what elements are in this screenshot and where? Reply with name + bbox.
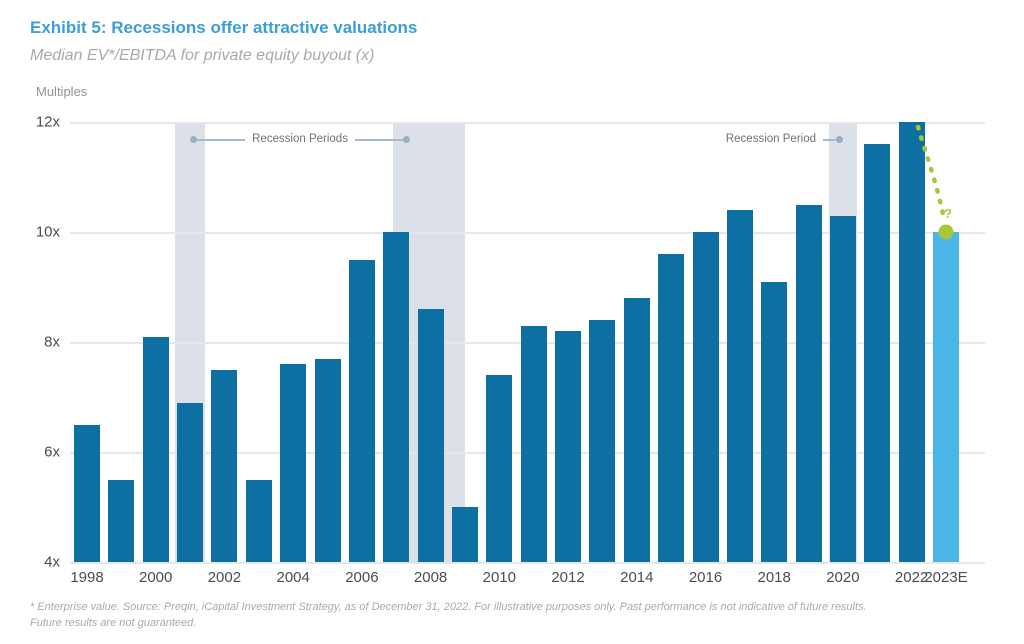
bar-2005 — [315, 359, 341, 563]
y-tick-label: 12x — [35, 113, 60, 131]
callout-dot-icon — [403, 136, 410, 143]
bar-2023E — [933, 232, 959, 562]
x-tick-label-2018: 2018 — [757, 569, 791, 586]
x-tick-label-1998: 1998 — [70, 569, 104, 586]
chart-subtitle: Median EV*/EBITDA for private equity buyout (x) — [30, 47, 375, 64]
bar-2010 — [486, 375, 512, 562]
x-tick-label-2020: 2020 — [826, 569, 860, 586]
gridline-12x — [70, 122, 985, 124]
y-tick-label: 6x — [44, 443, 60, 461]
x-tick-label-2002: 2002 — [207, 569, 242, 586]
x-tick-label-2006: 2006 — [345, 569, 379, 586]
x-tick-label-2022: 2022 — [894, 569, 929, 586]
projection-question-mark: ? — [944, 206, 952, 221]
y-axis-units-label: Multiples — [36, 84, 88, 99]
callout-dot-icon — [836, 136, 843, 143]
callout-line — [823, 139, 836, 141]
bar-2002 — [211, 370, 237, 563]
bar-2018 — [761, 282, 787, 563]
bar-2019 — [796, 205, 822, 563]
bar-2014 — [624, 298, 650, 562]
y-tick-label: 10x — [35, 223, 60, 241]
bar-2008 — [418, 309, 444, 562]
recession-period-label: Recession Period — [725, 133, 816, 145]
bar-2022 — [899, 122, 925, 562]
x-tick-label-2014: 2014 — [620, 569, 654, 586]
bar-2001 — [177, 403, 203, 563]
bar-1999 — [108, 480, 134, 563]
bar-2020 — [830, 216, 856, 563]
x-tick-label-2000: 2000 — [139, 569, 173, 586]
bar-2013 — [589, 320, 615, 562]
plot-area — [35, 113, 985, 586]
bar-2017 — [727, 210, 753, 562]
bar-2016 — [693, 232, 719, 562]
bar-2004 — [280, 364, 306, 562]
footnote-line-1: * Enterprise value. Source: Preqin, iCapital Investment Strategy, as of December 31, 2022. For illustrative purposes only. Past performance is not indicative of future results. — [30, 601, 867, 613]
footnote-line-2: Future results are not guaranteed. — [30, 616, 197, 629]
y-tick-label: 8x — [44, 333, 60, 351]
bar-2011 — [521, 326, 547, 563]
footnote — [30, 600, 1008, 632]
bar-2000 — [143, 337, 169, 563]
bar-1998 — [74, 425, 100, 563]
x-tick-label-2016: 2016 — [688, 569, 723, 586]
x-tick-label-2012: 2012 — [551, 569, 585, 586]
x-tick-label-2010: 2010 — [482, 569, 516, 586]
bar-2009 — [452, 507, 478, 562]
bar-2015 — [658, 254, 684, 562]
callout-line — [197, 139, 245, 141]
bar-2006 — [349, 260, 375, 563]
recession-period-callout — [703, 133, 843, 147]
gridline-4x — [70, 562, 985, 564]
callout-dot-icon — [190, 136, 197, 143]
page-title: Exhibit 5: Recessions offer attractive valuations — [30, 18, 418, 37]
recession-periods-callout — [190, 133, 410, 147]
recession-periods-label: Recession Periods — [252, 133, 348, 145]
callout-line — [355, 139, 403, 141]
x-tick-label-2004: 2004 — [276, 569, 310, 586]
x-tick-label-2023E: 2023E — [924, 569, 968, 586]
y-tick-label: 4x — [44, 553, 60, 571]
bar-2021 — [864, 144, 890, 562]
x-tick-label-2008: 2008 — [413, 569, 448, 586]
bar-2007 — [383, 232, 409, 562]
bar-2003 — [246, 480, 272, 563]
bar-2012 — [555, 331, 581, 562]
